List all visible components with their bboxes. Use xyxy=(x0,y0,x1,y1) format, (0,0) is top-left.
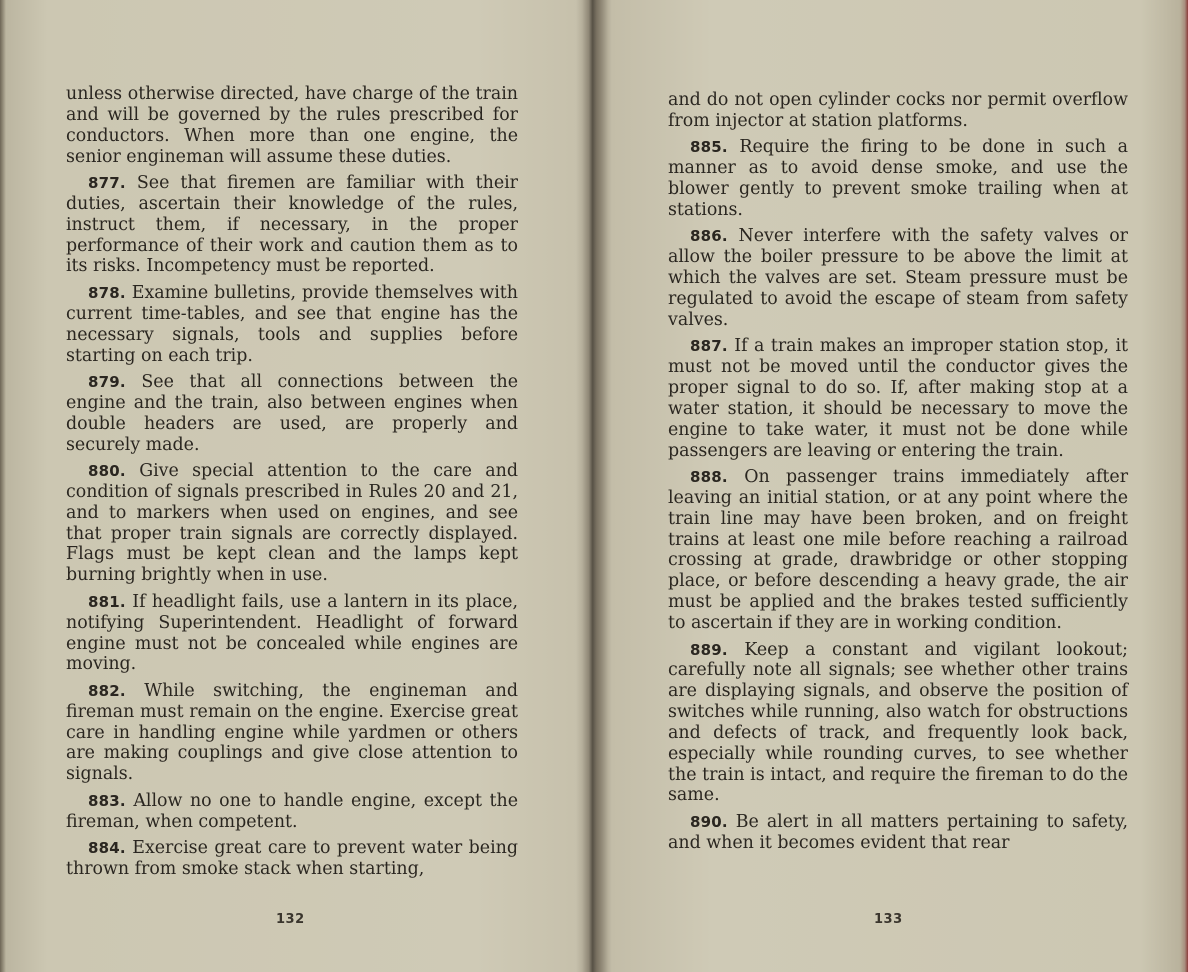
right-page xyxy=(608,0,1188,972)
rule-text: Allow no one to handle engine, except the fireman, when competent. xyxy=(66,790,518,832)
rule-text: Exercise great care to prevent water being thrown from smoke stack when starting, xyxy=(66,838,518,880)
rule-text: If headlight fails, use a lantern in its place, notifying Superintendent. Headlight of forward engine must not be concealed while engines are moving. xyxy=(66,591,518,675)
rule-text: On passenger trains immediately after leaving an initial station, or at any point where the train line may have been broken, and on freight trains at least one mile before reaching a railroad crossing at grade, drawbridge or other stopping place, or before descending a heavy grade, the air must be applied and the brakes tested sufficiently to ascertain if they are in working condition. xyxy=(668,467,1129,633)
rule-paragraph xyxy=(668,640,1128,807)
rule-number: 884. xyxy=(88,839,126,858)
rule-number: 890. xyxy=(690,812,728,831)
rule-number: 886. xyxy=(690,227,728,246)
rule-number: 889. xyxy=(690,640,728,659)
paragraph-text: and do not open cylinder cocks nor permit overflow from injector at station platforms. xyxy=(668,90,1128,131)
rule-paragraph xyxy=(66,592,518,675)
rule-number: 880. xyxy=(88,462,126,481)
rule-paragraph xyxy=(66,838,518,880)
rule-text: Examine bulletins, provide themselves with current time-tables, and see that engine has the necessary signals, tools and supplies before starting on each trip. xyxy=(66,282,518,366)
rule-paragraph xyxy=(66,283,518,366)
rule-paragraph xyxy=(668,812,1128,854)
book-spine xyxy=(576,0,608,972)
rule-text: Never interfere with the safety valves or allow the boiler pressure to be above the limit at which the valves are set. Steam pressure must be regulated to avoid the escape of steam from safety valves. xyxy=(668,226,1128,330)
rule-paragraph xyxy=(66,173,518,277)
paragraph xyxy=(66,84,518,167)
rule-number: 888. xyxy=(690,468,728,487)
rule-number: 883. xyxy=(88,791,126,810)
rule-number: 878. xyxy=(88,283,126,302)
left-page xyxy=(0,0,580,972)
rule-text: While switching, the engineman and fireman must remain on the engine. Exercise great care in handling engine while yardmen or others are making couplings and give close attention to signals. xyxy=(66,680,519,785)
rule-text: If a train makes an improper station stop, it must not be moved until the conductor gives the proper signal to do so. If, after making stop at a water station, it should be necessary to move the engine to take water, it must not be done while passengers are leaving or entering the train. xyxy=(668,336,1128,461)
rule-text: Give special attention to the care and condition of signals prescribed in Rules 20 and 21, and to markers when used on engines, and see that proper train signals are correctly displayed. Flags must be kept clean and the lamps kept burning brightly when in use. xyxy=(66,461,518,586)
rule-text: Require the firing to be done in such a manner as to avoid dense smoke, and use the blower gently to prevent smoke trailing when at stations. xyxy=(668,137,1128,220)
left-page-text xyxy=(66,84,518,886)
rule-paragraph xyxy=(668,226,1128,330)
rule-number: 882. xyxy=(88,681,126,700)
rule-paragraph xyxy=(66,681,518,785)
rule-text: See that all connections between the engine and the train, also between engines when double headers are used, are properly and securely made. xyxy=(66,372,519,455)
rule-paragraph xyxy=(66,372,518,455)
rule-paragraph xyxy=(668,467,1128,634)
rule-number: 879. xyxy=(88,373,126,392)
rule-text: See that firemen are familiar with their duties, ascertain their knowledge of the rules, instruct them, if necessary, in the proper performance of their work and caution them as to its risks. Incompetency must be reported. xyxy=(66,173,518,277)
rule-number: 877. xyxy=(88,174,126,193)
paragraph-text: unless otherwise directed, have charge of the train and will be governed by the rules prescribed for conductors. When more than one engine, the senior engineman will assume these duties. xyxy=(66,84,518,167)
rule-number: 885. xyxy=(690,138,728,157)
rule-number: 881. xyxy=(88,592,126,611)
rule-text: Keep a constant and vigilant lookout; carefully note all signals; see whether other trains are displaying signals, and observe the position of switches while running, also watch for obstructions and defects of track, and frequently look back, especially while rounding curves, to see whether the train is intact, and require the fireman to do the same. xyxy=(668,639,1128,806)
rule-text: Be alert in all matters pertaining to safety, and when it becomes evident that rear xyxy=(668,811,1129,853)
rule-paragraph xyxy=(66,461,518,586)
rule-paragraph xyxy=(668,137,1128,220)
right-page-text xyxy=(668,90,1128,859)
paragraph xyxy=(668,90,1128,132)
rule-number: 887. xyxy=(690,337,728,356)
rule-paragraph xyxy=(668,336,1128,461)
page-number: 133 xyxy=(874,912,903,927)
page-number: 132 xyxy=(276,912,305,927)
rule-paragraph xyxy=(66,791,518,833)
